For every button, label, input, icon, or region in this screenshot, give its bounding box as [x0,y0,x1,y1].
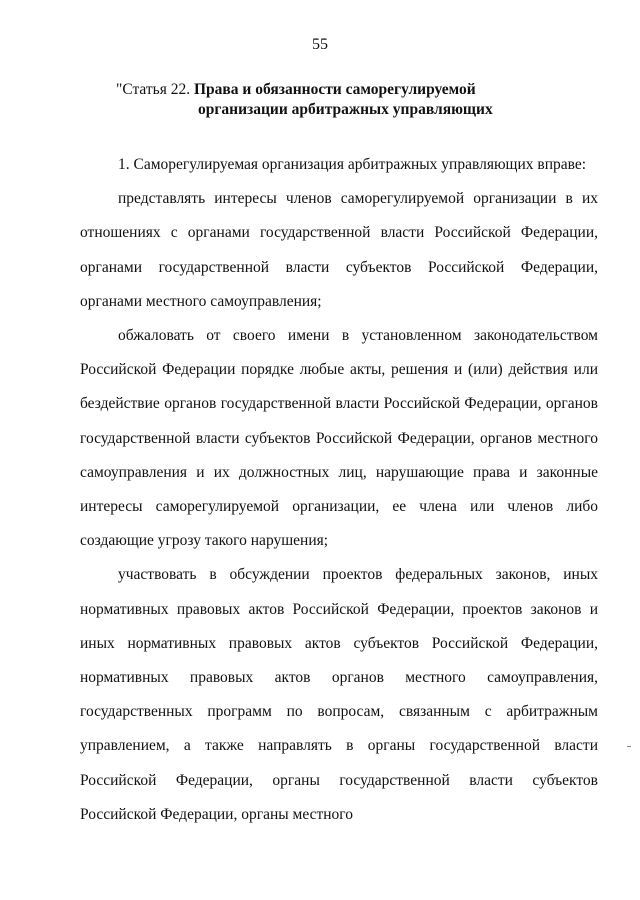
scan-edge-mark [627,746,631,747]
paragraph-intro: 1. Саморегулируемая организация арбитражных управляющих вправе: [118,156,587,173]
page-number: 55 [312,36,328,53]
article-heading [116,80,476,100]
paragraph-participate: участвовать в обсуждении проектов федеральных законов, иных нормативных правовых актов Российской Федерации, проектов законов и иных нормативных правовых актов субъектов Российской Федерации, нормативных правовых актов органов местного самоуправления, государственных программ по вопросам, связанным с арбитражным управлением, а также направлять в органы государственной власти Российской Федерации, органы государственной власти субъектов Российской Федерации, органы местного [80,566,598,823]
paragraph-appeal: обжаловать от своего имени в установленном законодательством Российской Федерации порядке любые акты, решения и (или) действия или бездействие органов государственной власти Российской Федерации, органов государственной власти субъектов Российской Федерации, органов местного самоуправления и их должностных лиц, нарушающие права и законные интересы саморегулируемой организации, ее члена или членов либо создающие угрозу такого нарушения; [80,327,598,550]
article-title-line2: организации арбитражных управляющих [198,101,493,118]
article-prefix: "Статья 22. [116,81,194,98]
document-body [80,148,598,832]
article-title-line1: Права и обязанности саморегулируемой [194,81,476,98]
paragraph-represent: представлять интересы членов саморегулируемой организации в их отношениях с органами государственной власти Российской Федерации, органами государственной власти субъектов Российской Федерации, органами местного самоуправления; [80,190,598,310]
